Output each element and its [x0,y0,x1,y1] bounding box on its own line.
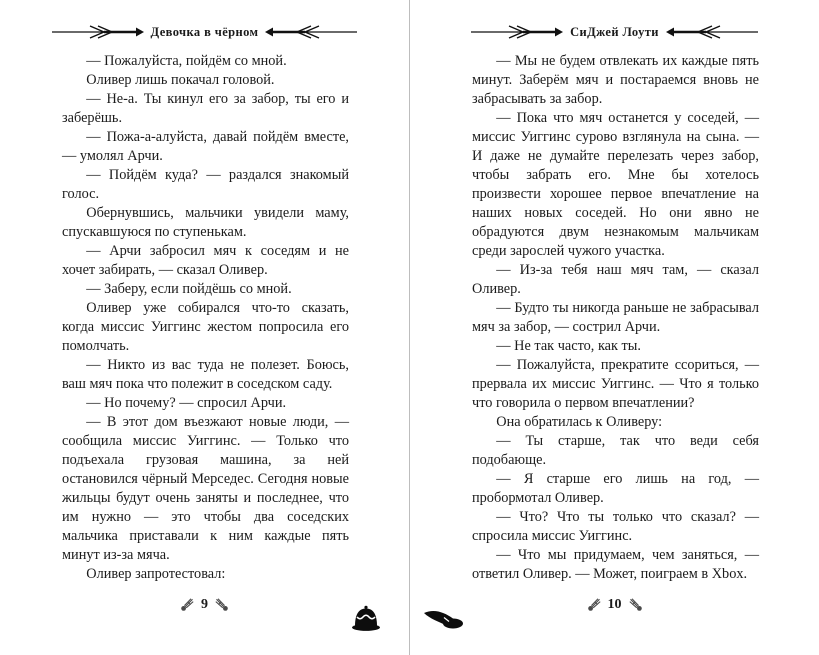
page-footer-right [410,597,819,613]
dart-with-line-icon [471,24,563,40]
paragraph: — Пойдём куда? — раздался знакомый голос. [62,167,349,202]
witch-hat-icon [422,608,464,635]
paragraph: — Мы не будем отвлекать их каждые пять минут. Заберём мяч и постараемся вновь не забрасывать за забор. [472,53,759,107]
paragraph: — Пожалуйста, прекратите ссориться, — прервала их миссис Уиггинс. — Что я только что говорила о первом впечатлении? [472,357,759,411]
page-right [410,0,819,655]
paragraph: — Но почему? — спросил Арчи. [86,395,287,411]
page-number: 10 [607,597,622,612]
running-head-right [410,22,819,42]
running-head-title: Девочка в чёрном [150,24,259,39]
dart-with-line-icon [265,24,357,40]
paragraph: — Никто из вас туда не полезет. Боюсь, ваш мяч пока что полежит в соседском саду. [62,357,349,392]
paragraph: Оливер лишь покачал головой. [86,72,275,88]
paragraph: — Что мы придумаем, чем заняться, — ответил Оливер. — Может, поиграем в Xbox. [472,547,759,582]
shuttlecock-icon [180,598,194,612]
paragraph: — Пока что мяч останется у соседей, — миссис Уиггинс сурово взглянула на сына. — И даже не думайте перелезать через забор, чтобы забрать его. Мне бы хотелось произвести хорошее первое впечатление на наших новых соседей. Но они явно не обрадуются двум незнакомым мальчикам среди зарослей чужого участка. [472,110,759,259]
page-footer-left [0,597,409,613]
paragraph: — Не-а. Ты кинул его за забор, ты его и заберёшь. [62,91,349,126]
page-number: 9 [201,597,208,612]
page-left [0,0,409,655]
paragraph: — Что? Что ты только что сказал? — спросила миссис Уиггинс. [472,509,759,544]
paragraph: — Заберу, если пойдёшь со мной. [86,281,292,297]
paragraph: — В этот дом въезжают новые люди, — сообщила миссис Уиггинс. — Только что подъехала грузовая машина, за ней остановился чёрный Мерседес. Сегодня новые жильцы будут очень заняты и последнее, что им нужно — это чтобы два соседских мальчика приставали к ним каждые пять минут из-за мяча. [62,414,349,563]
paragraph: — Арчи забросил мяч к соседям и не хочет забирать, — сказал Оливер. [62,243,349,278]
pudding-icon [350,604,382,637]
dart-with-line-icon [52,24,144,40]
paragraph: — Ты старше, так что веди себя подобающе. [472,433,759,468]
paragraph: — Пожа-а-алуйста, давай пойдём вместе, — умолял Арчи. [62,129,349,164]
dart-with-line-icon [666,24,758,40]
page-body-left [0,52,409,584]
paragraph: — Я старше его лишь на год, — пробормотал Оливер. [472,471,759,506]
paragraph: — Из-за тебя наш мяч там, — сказал Оливер. [472,262,759,297]
paragraph: Оливер запротестовал: [86,566,226,582]
paragraph: Обернувшись, мальчики увидели маму, спускавшуюся по ступенькам. [62,205,349,240]
paragraph: — Не так часто, как ты. [496,338,641,354]
running-head-left [0,22,409,42]
paragraph: — Будто ты никогда раньше не забрасывал мяч за забор, — сострил Арчи. [472,300,759,335]
shuttlecock-icon [629,598,643,612]
paragraph: Оливер уже собирался что-то сказать, когда миссис Уиггинс жестом попросила его помолчать. [62,300,349,354]
paragraph: — Пожалуйста, пойдём со мной. [86,53,287,69]
shuttlecock-icon [215,598,229,612]
running-head-title: СиДжей Лоути [570,24,659,39]
paragraph: Она обратилась к Оливеру: [496,414,663,430]
shuttlecock-icon [587,598,601,612]
page-body-right [410,52,819,584]
